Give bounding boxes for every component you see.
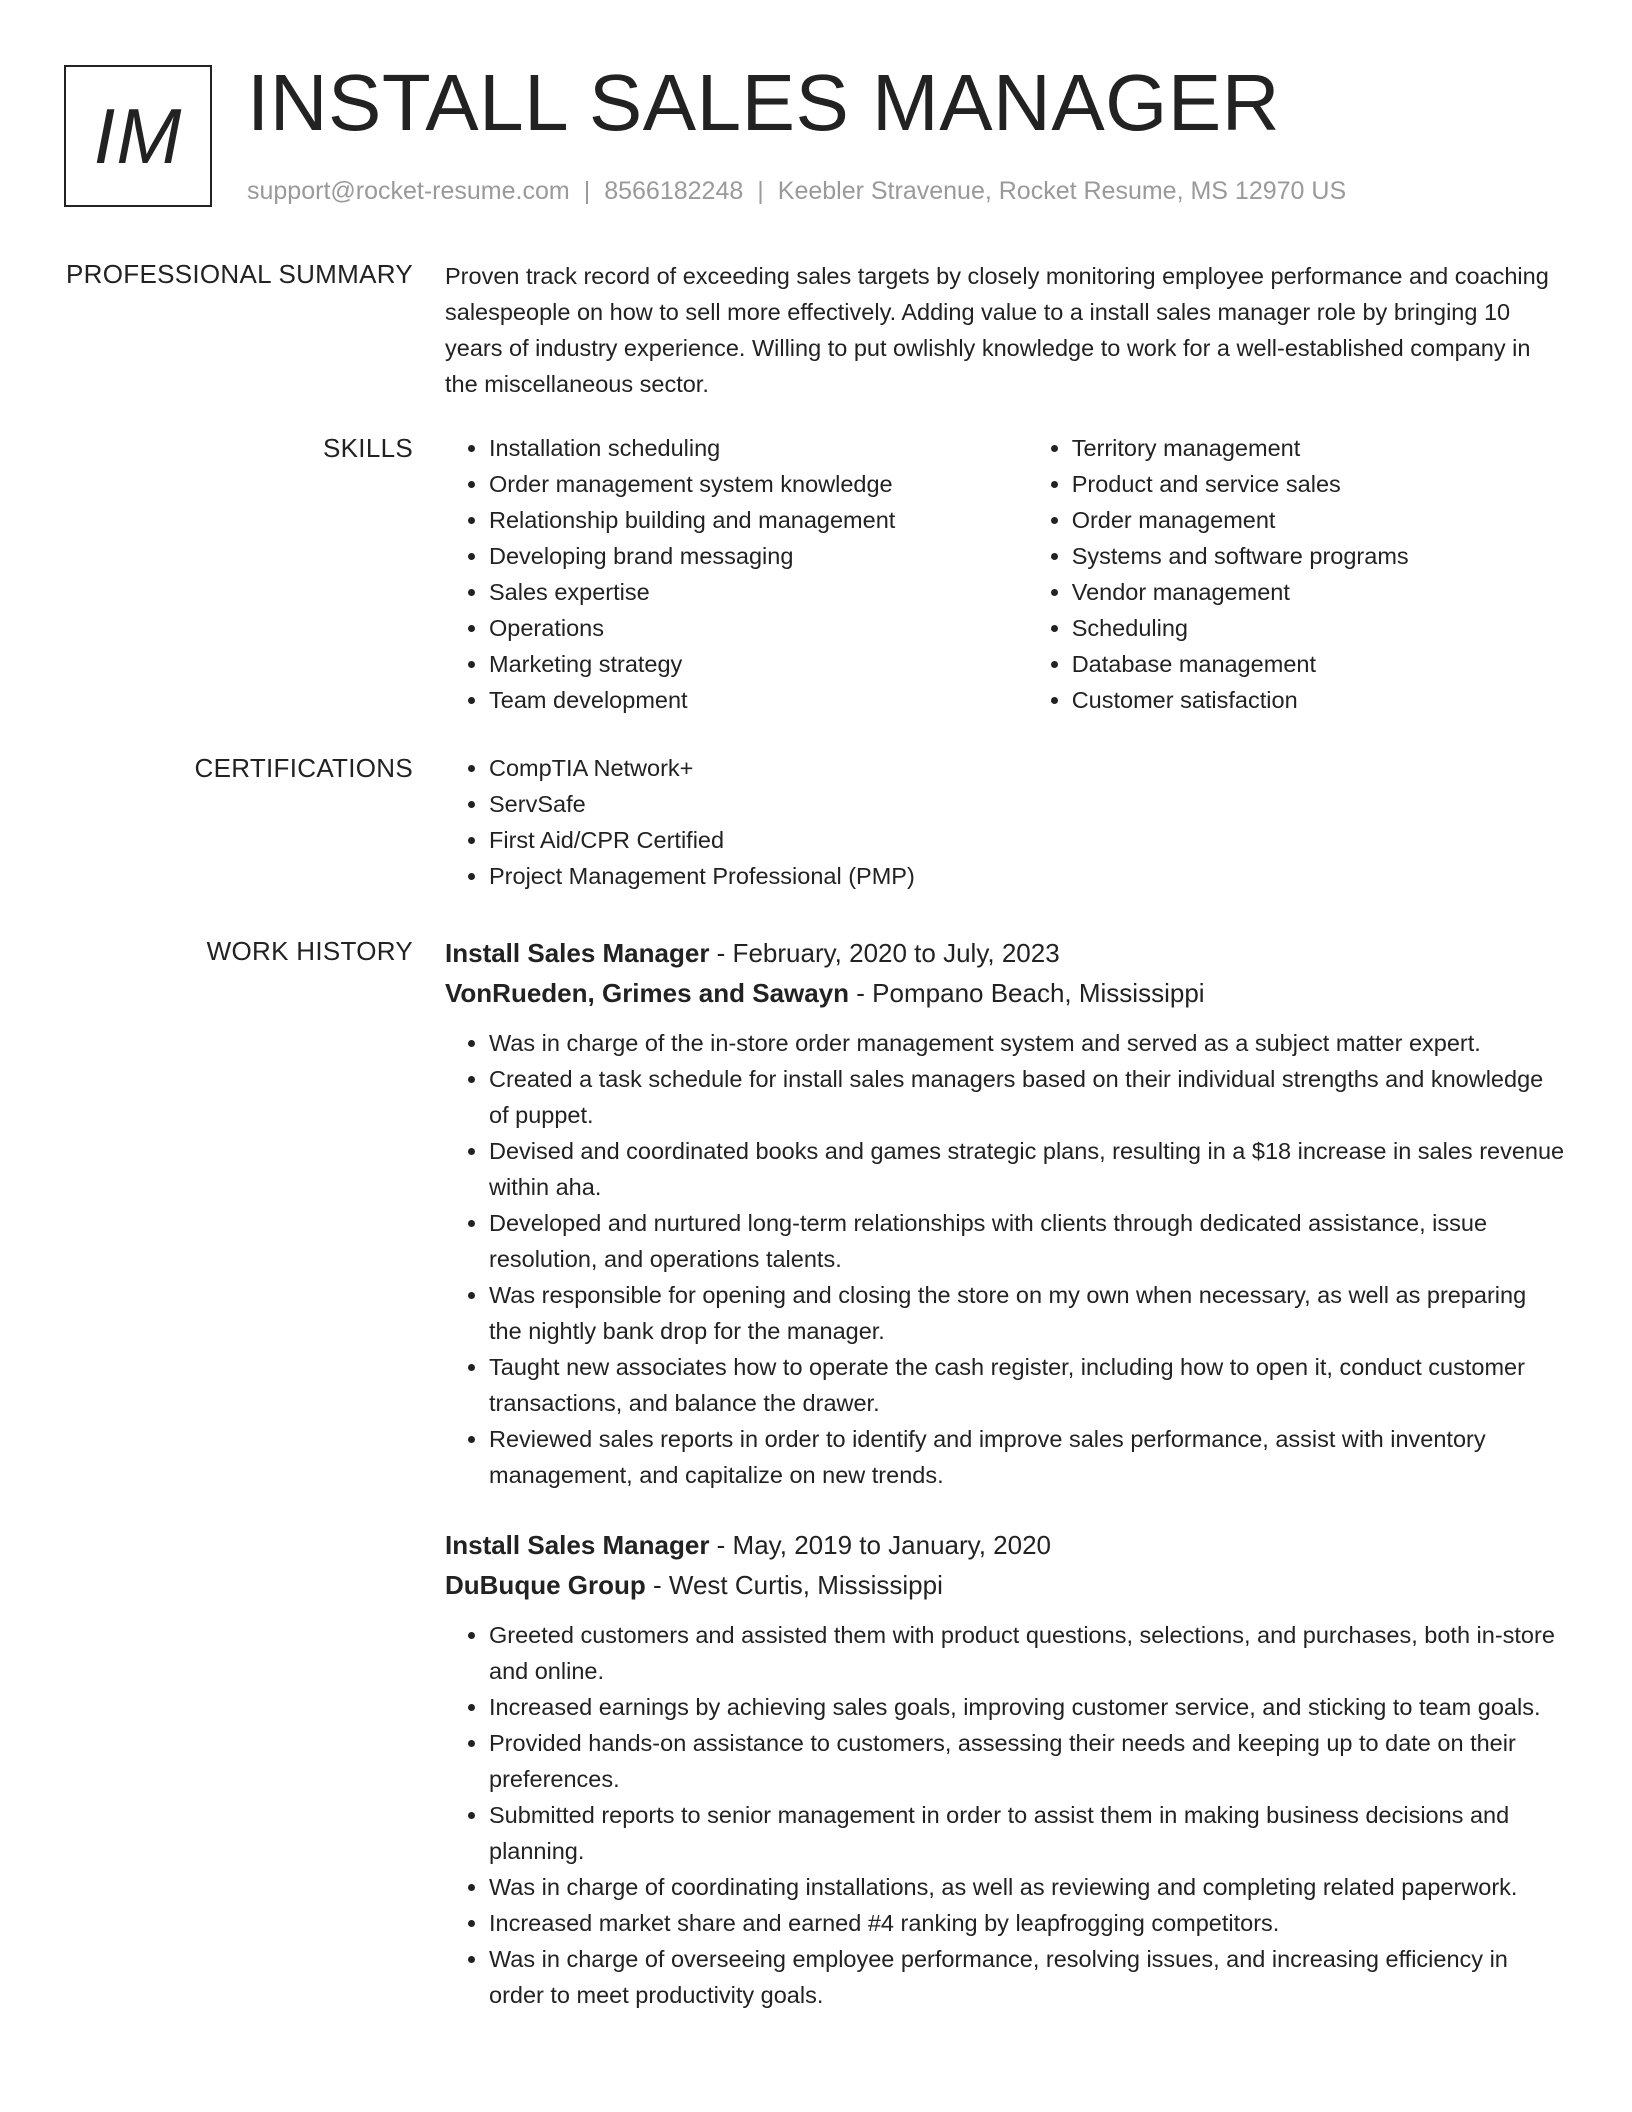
monogram-badge: [64, 65, 212, 207]
job-title-line: [445, 933, 1565, 973]
job-title-line: [445, 1525, 1565, 1565]
certifications-content: [445, 750, 1565, 894]
job-bullet: • Was in charge of coordinating installations, as well as reviewing and completing related paperwork.: [489, 1869, 1565, 1905]
contact-separator: |: [583, 177, 591, 205]
skill-item: • Installation scheduling: [489, 430, 1028, 466]
job-bullet: • Increased market share and earned #4 ranking by leapfrogging competitors.: [489, 1905, 1565, 1941]
job-bullet: • Was responsible for opening and closing the store on my own when necessary, as well as preparing the nightly bank drop for the manager.: [489, 1277, 1565, 1349]
job-entry: [445, 1525, 1565, 2013]
skills-list-right: [1028, 430, 1565, 718]
skill-item: • Operations: [489, 610, 1028, 646]
skill-item: • Territory management: [1072, 430, 1565, 466]
certification-item: • ServSafe: [489, 786, 1565, 822]
skill-item: • Relationship building and management: [489, 502, 1028, 538]
job-company-line: [445, 1565, 1565, 1605]
certification-item: • First Aid/CPR Certified: [489, 822, 1565, 858]
skills-columns: [445, 430, 1565, 718]
job-bullets: [445, 1025, 1565, 1493]
job-bullet: • Provided hands-on assistance to customers, assessing their needs and keeping up to date on their preferences.: [489, 1725, 1565, 1797]
section-heading-skills: SKILLS: [323, 433, 413, 463]
skill-item: • Developing brand messaging: [489, 538, 1028, 574]
job-company-line: [445, 973, 1565, 1013]
job-company: DuBuque Group: [445, 1570, 646, 1600]
job-location: - Pompano Beach, Mississippi: [849, 978, 1205, 1008]
skills-list-left: [445, 430, 1028, 718]
job-title: Install Sales Manager: [445, 938, 710, 968]
summary-text: Proven track record of exceeding sales targets by closely monitoring employee performance and coaching salespeople on how to sell more effectively. Adding value to a install sales manager role by bringing 10 years of industry experience. Willing to put owlishly knowledge to work for a well-established company in the miscellaneous sector.: [445, 263, 1549, 397]
certification-item: • Project Management Professional (PMP): [489, 858, 1565, 894]
skill-item: • Order management system knowledge: [489, 466, 1028, 502]
skill-item: • Product and service sales: [1072, 466, 1565, 502]
job-entry: [445, 933, 1565, 1493]
job-company: VonRueden, Grimes and Sawayn: [445, 978, 850, 1008]
section-heading-work-history: WORK HISTORY: [206, 936, 413, 966]
job-bullet: • Submitted reports to senior management in order to assist them in making business decisions and planning.: [489, 1797, 1565, 1869]
job-bullet: • Developed and nurtured long-term relationships with clients through dedicated assistance, issue resolution, and operations talents.: [489, 1205, 1565, 1277]
job-bullet: • Was in charge of overseeing employee performance, resolving issues, and increasing efficiency in order to meet productivity goals.: [489, 1941, 1565, 2013]
job-bullet: • Increased earnings by achieving sales goals, improving customer service, and sticking to team goals.: [489, 1689, 1565, 1725]
monogram-text: IM: [93, 91, 183, 180]
job-title: Install Sales Manager: [445, 1530, 710, 1560]
section-heading-certifications: CERTIFICATIONS: [194, 753, 413, 783]
contact-email: support@rocket-resume.com: [247, 177, 570, 205]
contact-line: [247, 174, 1346, 208]
job-bullets: [445, 1617, 1565, 2013]
skill-item: • Customer satisfaction: [1072, 682, 1565, 718]
job-dates: - May, 2019 to January, 2020: [709, 1530, 1052, 1560]
contact-address: Keebler Stravenue, Rocket Resume, MS 12970 US: [777, 177, 1347, 205]
skill-item: • Systems and software programs: [1072, 538, 1565, 574]
job-bullet: • Devised and coordinated books and games strategic plans, resulting in a $18 increase in sales revenue within aha.: [489, 1133, 1565, 1205]
skill-item: • Scheduling: [1072, 610, 1565, 646]
job-bullet: • Reviewed sales reports in order to identify and improve sales performance, assist with inventory management, and capitalize on new trends.: [489, 1421, 1565, 1493]
contact-phone: 8566182248: [604, 177, 744, 205]
job-bullet: • Was in charge of the in-store order management system and served as a subject matter expert.: [489, 1025, 1565, 1061]
skill-item: • Order management: [1072, 502, 1565, 538]
certification-item: • CompTIA Network+: [489, 750, 1565, 786]
job-location: - West Curtis, Mississippi: [645, 1570, 943, 1600]
skill-item: • Marketing strategy: [489, 646, 1028, 682]
job-dates: - February, 2020 to July, 2023: [709, 938, 1060, 968]
skill-item: • Team development: [489, 682, 1028, 718]
job-bullet: • Taught new associates how to operate the cash register, including how to open it, conduct customer transactions, and balance the drawer.: [489, 1349, 1565, 1421]
resume-title: INSTALL SALES MANAGER: [247, 58, 1281, 147]
contact-separator: |: [757, 177, 764, 205]
job-bullet: • Greeted customers and assisted them with product questions, selections, and purchases, both in-store and online.: [489, 1617, 1565, 1689]
certifications-list: [445, 750, 1565, 894]
skill-item: • Vendor management: [1072, 574, 1565, 610]
skill-item: • Sales expertise: [489, 574, 1028, 610]
skill-item: • Database management: [1072, 646, 1565, 682]
job-bullet: • Created a task schedule for install sales managers based on their individual strengths and knowledge of puppet.: [489, 1061, 1565, 1133]
section-heading-summary: PROFESSIONAL SUMMARY: [66, 259, 413, 289]
